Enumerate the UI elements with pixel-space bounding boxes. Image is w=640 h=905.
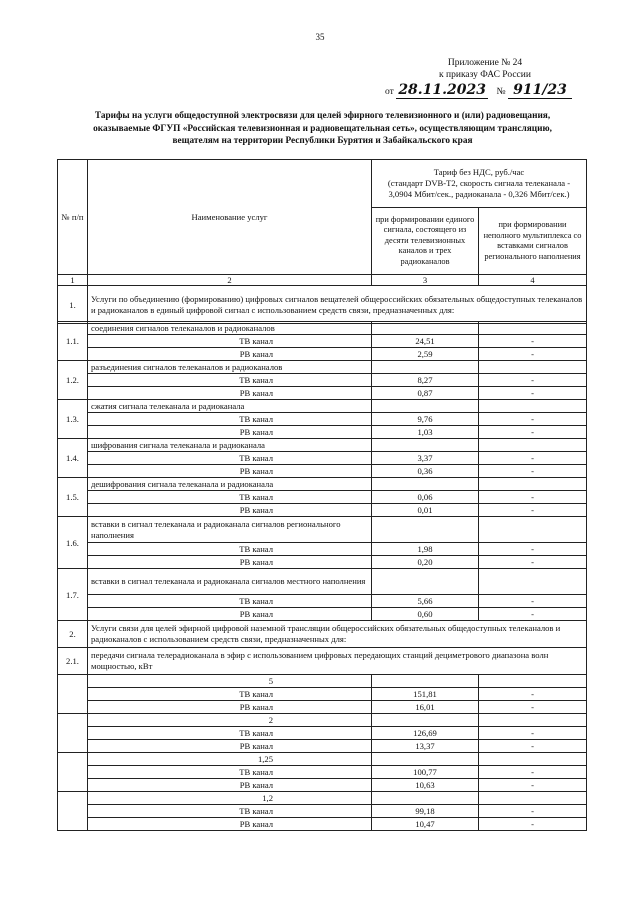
tv-channel-label: ТВ канал — [88, 595, 372, 608]
header-num: № п/п — [58, 160, 88, 275]
rv-tariff-dash: - — [479, 348, 587, 361]
item-num: 1.2. — [58, 361, 88, 400]
tv-tariff-dash: - — [479, 452, 587, 465]
power-kw-spacer — [479, 753, 587, 766]
power-row — [58, 792, 587, 805]
header-col3: при формировании единого сигнала, состоящего из десяти телевизионных каналов и трех радиоканалов — [372, 208, 479, 275]
rv-tariff-value: 2,59 — [372, 348, 479, 361]
power-kw-spacer — [372, 753, 479, 766]
power-kw: 2 — [88, 714, 372, 727]
order-line — [385, 82, 585, 99]
power-kw-spacer — [479, 714, 587, 727]
channel-row — [58, 556, 587, 569]
power-num-empty — [58, 753, 88, 792]
rv-channel-label: РВ канал — [88, 779, 372, 792]
header-tariff-line2: (стандарт DVB-T2, скорость сигнала телеканала - — [387, 178, 571, 188]
power-kw-spacer — [479, 792, 587, 805]
channel-row — [58, 413, 587, 426]
item-name: сжатия сигнала телеканала и радиоканала — [88, 400, 372, 413]
item-name-spacer — [479, 478, 587, 491]
power-kw: 1,25 — [88, 753, 372, 766]
item-row — [58, 439, 587, 452]
title-line-1: Тарифы на услуги общедоступной электросвязи для целей эфирного телевизионного и (или) радиовещания, — [94, 111, 551, 121]
page-number: 35 — [315, 32, 325, 42]
tv-tariff-dash: - — [479, 543, 587, 556]
item-num: 1.4. — [58, 439, 88, 478]
tv-channel-label: ТВ канал — [88, 766, 372, 779]
tv-tariff-value: 24,51 — [372, 335, 479, 348]
channel-row — [58, 504, 587, 517]
tv-tariff-value: 126,69 — [372, 727, 479, 740]
item-row — [58, 361, 587, 374]
item-row — [58, 400, 587, 413]
tv-channel-label: ТВ канал — [88, 805, 372, 818]
power-num-empty — [58, 714, 88, 753]
channel-row — [58, 818, 587, 831]
item-name: вставки в сигнал телеканала и радиоканала сигналов регионального наполнения — [88, 517, 372, 543]
item-name: вставки в сигнал телеканала и радиоканала сигналов местного наполнения — [88, 569, 372, 595]
annex-title: Приложение № 24 — [447, 58, 523, 68]
order-number-handwritten: 911/23 — [508, 82, 572, 99]
item-row — [58, 569, 587, 595]
power-num-empty — [58, 675, 88, 714]
power-row — [58, 714, 587, 727]
section1-text: Услуги по объединению (формированию) цифровых сигналов вещателей общероссийских обязательных общедоступных телеканалов и радиоканалов в единый цифровой сигнал с использованием средств связи, предназначенных для: — [88, 286, 587, 324]
rv-tariff-dash: - — [479, 779, 587, 792]
power-kw-spacer — [372, 792, 479, 805]
tv-tariff-dash: - — [479, 688, 587, 701]
rv-tariff-dash: - — [479, 818, 587, 831]
channel-row — [58, 452, 587, 465]
section2-num: 2. — [58, 621, 88, 648]
tv-tariff-dash: - — [479, 727, 587, 740]
channel-row — [58, 779, 587, 792]
item-name-spacer — [372, 478, 479, 491]
channel-row — [58, 491, 587, 504]
tv-tariff-dash: - — [479, 805, 587, 818]
header-name: Наименование услуг — [88, 160, 372, 275]
item-num: 1.6. — [58, 517, 88, 569]
section2-text: Услуги связи для целей эфирной цифровой наземной трансляции общероссийских обязательных общедоступных телеканалов и радиоканалов с использованием средств связи, предназначенных для: — [88, 621, 587, 648]
channel-row — [58, 766, 587, 779]
order-date-handwritten: 28.11.2023 — [396, 82, 488, 99]
channel-row — [58, 727, 587, 740]
tv-channel-label: ТВ канал — [88, 374, 372, 387]
channel-row — [58, 805, 587, 818]
item-row — [58, 322, 587, 335]
tv-tariff-value: 0,06 — [372, 491, 479, 504]
power-row — [58, 675, 587, 688]
col-index-2: 2 — [88, 275, 372, 286]
header-tariff-line1: Тариф без НДС, руб./час — [433, 167, 525, 177]
rv-channel-label: РВ канал — [88, 426, 372, 439]
rv-tariff-value: 16,01 — [372, 701, 479, 714]
rv-tariff-value: 13,37 — [372, 740, 479, 753]
header-col4: при формировании неполного мультиплекса со вставками сигналов регионального наполнения — [479, 208, 587, 275]
tv-tariff-value: 3,37 — [372, 452, 479, 465]
tv-tariff-dash: - — [479, 335, 587, 348]
tv-tariff-value: 5,66 — [372, 595, 479, 608]
tv-tariff-value: 1,98 — [372, 543, 479, 556]
item-num: 1.5. — [58, 478, 88, 517]
item-name: разъединения сигналов телеканалов и радиоканалов — [88, 361, 372, 374]
channel-row — [58, 465, 587, 478]
item-name-spacer — [479, 400, 587, 413]
tv-tariff-value: 99,18 — [372, 805, 479, 818]
item-name: шифрования сигнала телеканала и радиоканала — [88, 439, 372, 452]
tariff-table-body — [57, 321, 587, 831]
rv-tariff-value: 1,03 — [372, 426, 479, 439]
channel-row — [58, 426, 587, 439]
rv-channel-label: РВ канал — [88, 608, 372, 621]
rv-tariff-value: 0,87 — [372, 387, 479, 400]
item-name-spacer — [479, 569, 587, 595]
power-kw-spacer — [479, 675, 587, 688]
item-name-spacer — [372, 400, 479, 413]
item-name-spacer — [372, 361, 479, 374]
power-kw-spacer — [372, 675, 479, 688]
item-name-spacer — [372, 569, 479, 595]
rv-tariff-dash: - — [479, 426, 587, 439]
item-name-spacer — [372, 322, 479, 335]
item-num: 1.7. — [58, 569, 88, 621]
order-from-label: от — [385, 87, 394, 97]
rv-channel-label: РВ канал — [88, 387, 372, 400]
channel-row — [58, 335, 587, 348]
rv-tariff-value: 0,36 — [372, 465, 479, 478]
item-name-spacer — [479, 361, 587, 374]
tv-channel-label: ТВ канал — [88, 335, 372, 348]
item-row — [58, 517, 587, 543]
rv-tariff-value: 0,60 — [372, 608, 479, 621]
tv-tariff-value: 8,27 — [372, 374, 479, 387]
tv-tariff-dash: - — [479, 595, 587, 608]
title-line-2: оказываемые ФГУП «Российская телевизионная и радиовещательная сеть», осуществляющим трансляцию, — [93, 123, 552, 134]
rv-tariff-dash: - — [479, 556, 587, 569]
channel-row — [58, 348, 587, 361]
channel-row — [58, 387, 587, 400]
order-number-label: № — [496, 87, 506, 97]
header-tariff — [372, 160, 587, 208]
rv-channel-label: РВ канал — [88, 504, 372, 517]
tv-channel-label: ТВ канал — [88, 543, 372, 556]
rv-channel-label: РВ канал — [88, 701, 372, 714]
item-num: 1.3. — [58, 400, 88, 439]
power-kw: 5 — [88, 675, 372, 688]
rv-tariff-dash: - — [479, 465, 587, 478]
title-line-3: вещателям на территории Республики Бурятия и Забайкальского края — [172, 136, 473, 146]
item-name-spacer — [372, 517, 479, 543]
power-num-empty — [58, 792, 88, 831]
tariff-table — [57, 159, 587, 324]
tv-channel-label: ТВ канал — [88, 688, 372, 701]
rv-tariff-value: 0,01 — [372, 504, 479, 517]
annex-order-ref: к приказу ФАС России — [439, 70, 531, 80]
col-index-4: 4 — [479, 275, 587, 286]
channel-row — [58, 595, 587, 608]
item-name-spacer — [479, 439, 587, 452]
rv-tariff-value: 0,20 — [372, 556, 479, 569]
item21-num: 2.1. — [58, 648, 88, 675]
item-row — [58, 478, 587, 491]
rv-tariff-dash: - — [479, 504, 587, 517]
col-index-1: 1 — [58, 275, 88, 286]
tv-channel-label: ТВ канал — [88, 413, 372, 426]
section1-num: 1. — [58, 286, 88, 324]
rv-tariff-dash: - — [479, 740, 587, 753]
item-name-spacer — [372, 439, 479, 452]
power-row — [58, 753, 587, 766]
channel-row — [58, 608, 587, 621]
item-name-spacer — [479, 322, 587, 335]
channel-row — [58, 543, 587, 556]
channel-row — [58, 688, 587, 701]
rv-tariff-dash: - — [479, 701, 587, 714]
rv-channel-label: РВ канал — [88, 818, 372, 831]
tv-channel-label: ТВ канал — [88, 491, 372, 504]
rv-channel-label: РВ канал — [88, 465, 372, 478]
item-num: 1.1. — [58, 322, 88, 361]
item-name: дешифрования сигнала телеканала и радиоканала — [88, 478, 372, 491]
tv-channel-label: ТВ канал — [88, 727, 372, 740]
rv-tariff-dash: - — [479, 387, 587, 400]
annex-header — [400, 57, 570, 81]
item-name: соединения сигналов телеканалов и радиоканалов — [88, 322, 372, 335]
col-index-3: 3 — [372, 275, 479, 286]
tv-channel-label: ТВ канал — [88, 452, 372, 465]
tv-tariff-dash: - — [479, 491, 587, 504]
power-kw-spacer — [372, 714, 479, 727]
tv-tariff-value: 151,81 — [372, 688, 479, 701]
power-kw: 1,2 — [88, 792, 372, 805]
document-title — [70, 110, 575, 148]
rv-channel-label: РВ канал — [88, 740, 372, 753]
channel-row — [58, 701, 587, 714]
tv-tariff-value: 9,76 — [372, 413, 479, 426]
tv-tariff-dash: - — [479, 766, 587, 779]
item21-text: передачи сигнала телерадиоканала в эфир с использованием цифровых передающих станций дециметрового диапазона волн мощностью, кВт — [88, 648, 587, 675]
rv-tariff-dash: - — [479, 608, 587, 621]
tv-tariff-dash: - — [479, 413, 587, 426]
rv-tariff-value: 10,63 — [372, 779, 479, 792]
tv-tariff-value: 100,77 — [372, 766, 479, 779]
tv-tariff-dash: - — [479, 374, 587, 387]
channel-row — [58, 374, 587, 387]
channel-row — [58, 740, 587, 753]
item-name-spacer — [479, 517, 587, 543]
rv-channel-label: РВ канал — [88, 348, 372, 361]
rv-tariff-value: 10,47 — [372, 818, 479, 831]
header-tariff-line3: 3,0904 Мбит/сек., радиоканала - 0,326 Мбит/сек.) — [388, 189, 570, 199]
rv-channel-label: РВ канал — [88, 556, 372, 569]
